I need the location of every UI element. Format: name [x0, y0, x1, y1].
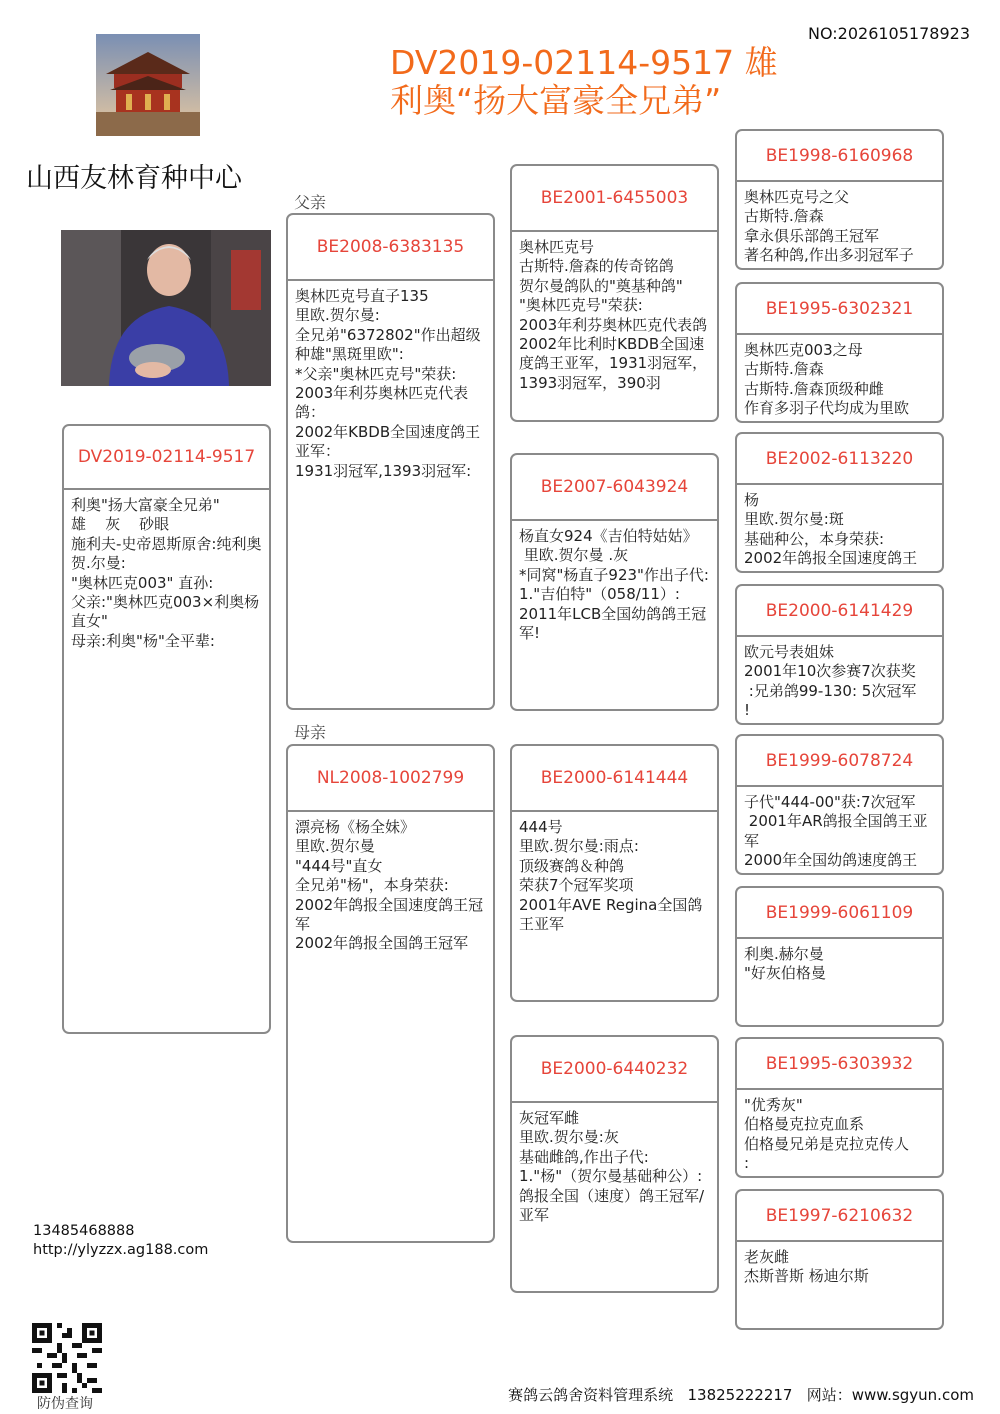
title-line-1: DV2019-02114-9517 雄	[390, 43, 778, 82]
sdd-description: 欧元号表姐妹 2001年10次参赛7次获奖 :兄弟鸽99-130: 5次冠军 !	[744, 643, 917, 720]
dam-card	[286, 744, 495, 1243]
dsd-description: 利奥.赫尔曼 "好灰伯格曼	[744, 945, 826, 983]
sss-ring-number: BE1998-6160968	[737, 131, 942, 182]
subject-description: 利奥"扬大富豪全兄弟" 雄 灰 砂眼 施利夫-史帝恩斯原舍:纯利奥贺.尔曼: "奥林匹克003" 直孙: 父亲:"奥林匹克003×利奥杨直女" 母亲:利奥"杨"全平辈:	[71, 496, 262, 650]
dam-sire-card	[510, 744, 719, 1002]
sds-card	[735, 432, 944, 573]
loft-name: 山西友林育种中心	[26, 163, 242, 194]
dsd-ring-number: BE1999-6061109	[737, 888, 942, 939]
dam-description: 漂亮杨《杨全妹》 里欧.贺尔曼 "444号"直女 全兄弟"杨"，本身荣获: 2002年鸽报全国速度鸽王冠军 2002年鸽报全国鸽王冠军	[295, 818, 484, 953]
qr-code-icon[interactable]	[32, 1323, 102, 1393]
dam-sire-description: 444号 里欧.贺尔曼:雨点: 顶级赛鸽＆种鸽 荣获7个冠军奖项 2001年AVE Regina全国鸽王亚军	[519, 818, 703, 934]
father-section-label: 父亲	[294, 193, 327, 212]
ssd-card	[735, 282, 944, 423]
contact-info	[33, 1222, 208, 1260]
mother-section-label: 母亲	[294, 723, 327, 742]
dam-sire-ring-number: BE2000-6141444	[512, 746, 717, 812]
dam-ring-number: NL2008-1002799	[288, 746, 493, 812]
sss-card	[735, 129, 944, 270]
dds-description: "优秀灰" 伯格曼克拉克血系 伯格曼兄弟是克拉克传人 :	[744, 1096, 910, 1173]
title-line-2: 利奥“扬大富豪全兄弟”	[390, 81, 722, 120]
dss-card	[735, 734, 944, 875]
subject-card	[62, 424, 271, 1034]
sire-dam-description: 杨直女924《吉伯特姑姑》 里欧.贺尔曼 .灰 *同窝"杨直子923"作出子代: 1."吉伯特"（058/11）: 2011年LCB全国幼鸽鸽王冠军!	[519, 527, 709, 643]
sire-sire-ring-number: BE2001-6455003	[512, 166, 717, 232]
dam-dam-description: 灰冠军雌 里欧.贺尔曼:灰 基础雌鸽,作出子代: 1."杨"（贺尔曼基础种公）: 鸽报全国（速度）鸽王冠军/亚军	[519, 1109, 705, 1225]
dss-description: 子代"444-00"获:7次冠军 2001年AR鸽报全国鸽王亚军 2000年全国幼鸽速度鸽王	[744, 793, 928, 870]
sds-ring-number: BE2002-6113220	[737, 434, 942, 485]
sire-ring-number: BE2008-6383135	[288, 215, 493, 281]
dss-ring-number: BE1999-6078724	[737, 736, 942, 787]
sire-description: 奥林匹克号直子135 里欧.贺尔曼: 全兄弟"6372802"作出超级种雄"黑斑里欧": *父亲"奥林匹克号"荣获: 2003年利芬奥林匹克代表鸽： 2002年KBDB全国速度鸽王亚军： 1931羽冠军,1393羽冠军:	[295, 287, 481, 480]
ssd-ring-number: BE1995-6302321	[737, 284, 942, 335]
ddd-ring-number: BE1997-6210632	[737, 1191, 942, 1242]
sire-dam-card	[510, 453, 719, 711]
dam-dam-ring-number: BE2000-6440232	[512, 1037, 717, 1103]
sire-sire-card	[510, 164, 719, 422]
dds-card	[735, 1037, 944, 1178]
contact-url[interactable]: http://ylyzzx.ag188.com	[33, 1242, 209, 1258]
dds-ring-number: BE1995-6303932	[737, 1039, 942, 1090]
dam-dam-card	[510, 1035, 719, 1293]
ddd-card	[735, 1189, 944, 1330]
loft-logo-image	[96, 34, 200, 136]
certificate-number: NO:2026105178923	[807, 24, 970, 43]
dsd-card	[735, 886, 944, 1027]
sire-card	[286, 213, 495, 710]
qr-label: 防伪查询	[37, 1396, 93, 1412]
sire-dam-ring-number: BE2007-6043924	[512, 455, 717, 521]
sds-description: 杨 里欧.贺尔曼:斑 基础种公，本身荣获: 2002年鸽报全国速度鸽王	[744, 491, 918, 568]
subject-ring-number: DV2019-02114-9517	[64, 426, 269, 490]
ddd-description: 老灰雌 杰斯普斯 杨迪尔斯	[744, 1248, 869, 1286]
footer-system-info: 赛鸽云鸽舍资料管理系统 13825222217 网站：www.sgyun.com	[508, 1386, 974, 1404]
sss-description: 奥林匹克号之父 古斯特.詹森 拿永俱乐部鸽王冠军 著名种鸽,作出多羽冠军子	[744, 188, 914, 265]
ssd-description: 奥林匹克003之母 古斯特.詹森 古斯特.詹森顶级种雌 作育多羽子代均成为里欧	[744, 341, 910, 418]
breeder-photo	[61, 230, 271, 386]
sire-sire-description: 奥林匹克号 古斯特.詹森的传奇铭鸽 贺尔曼鸽队的"奠基种鸽" "奥林匹克号"荣获: 2003年利芬奥林匹克代表鸽 2002年比利时KBDB全国速度鸽王亚军，1931羽冠军，1393羽冠军，390羽	[519, 238, 708, 392]
sdd-ring-number: BE2000-6141429	[737, 586, 942, 637]
sdd-card	[735, 584, 944, 725]
contact-phone: 13485468888	[33, 1223, 135, 1239]
pedigree-title	[390, 44, 778, 120]
